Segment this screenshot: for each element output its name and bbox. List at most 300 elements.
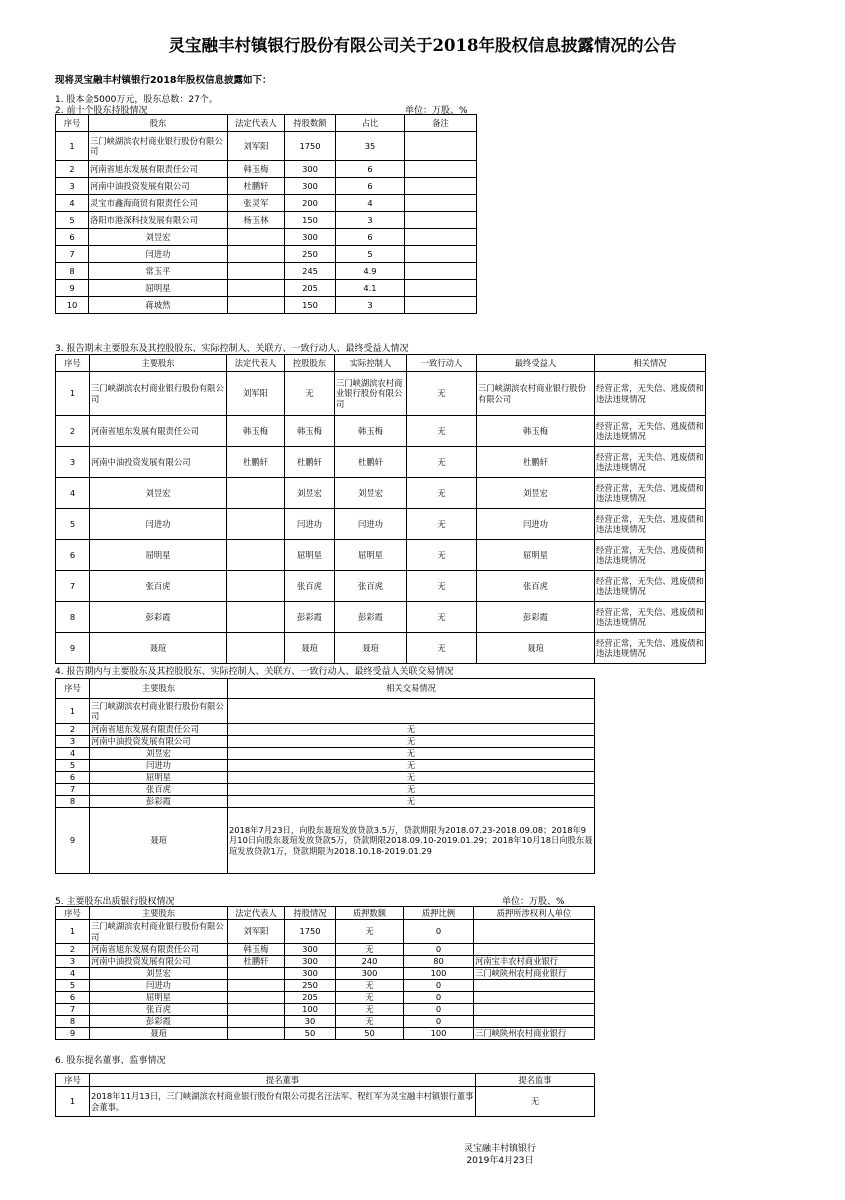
s3-cell [227,633,285,664]
s3-cell: 无 [407,478,477,509]
s3-header-cell: 实际控制人 [335,355,407,372]
s5-cell: 1 [56,920,90,944]
s3-cell: 屈明星 [477,540,595,571]
s3-cell: 刘昱宏 [335,478,407,509]
table-row [56,416,706,447]
s2-header-cell: 股东 [89,115,228,132]
s5-cell: 无 [336,1016,404,1028]
s2-cell: 蒋坡然 [89,297,228,314]
s3-cell: 1 [56,372,90,416]
s3-cell: 彭彩霞 [90,602,227,633]
s2-cell: 8 [56,263,89,280]
s3-cell: 彭彩霞 [285,602,335,633]
s3-cell [227,509,285,540]
table-row [56,478,706,509]
s5-cell: 0 [404,1004,474,1016]
s5-cell [228,992,285,1004]
s5-cell [228,1004,285,1016]
s2-cell [228,280,285,297]
s4-cell: 6 [56,772,90,784]
s4-cell: 刘昱宏 [90,748,228,760]
s5-header-cell: 主要股东 [90,907,228,920]
s3-header-cell: 序号 [56,355,90,372]
table-row [56,447,706,478]
s3-cell: 无 [407,633,477,664]
s5-cell [474,1004,595,1016]
s2-cell: 6 [336,178,405,195]
table-row [56,602,706,633]
s2-header-cell: 占比 [336,115,405,132]
s2-cell: 150 [285,297,336,314]
table-row [56,980,595,992]
s3-cell: 张百虎 [477,571,595,602]
s4-header-cell: 主要股东 [90,679,228,699]
table-row [56,808,595,874]
s3-header-cell: 最终受益人 [477,355,595,372]
s3-header-cell: 控股股东 [285,355,335,372]
s3-cell: 无 [407,372,477,416]
s3-cell: 河南中油投资发展有限公司 [90,447,227,478]
table-row [56,297,477,314]
table-row [56,571,706,602]
table-row [56,178,477,195]
s5-cell: 0 [404,992,474,1004]
table-row [56,968,595,980]
s5-cell [228,1016,285,1028]
s2-cell: 河南省旭东发展有限责任公司 [89,161,228,178]
s3-cell [227,602,285,633]
s3-cell: 彭彩霞 [477,602,595,633]
s3-cell: 刘昱宏 [285,478,335,509]
s2-cell [405,178,477,195]
s5-cell: 三门峡陕州农村商业银行 [474,1028,595,1040]
capital-summary: 1. 股本金5000万元，股东总数：27个。 [55,95,218,105]
s4-cell: 无 [228,796,595,808]
s3-cell: 张百虎 [285,571,335,602]
s5-cell: 刘军阳 [228,920,285,944]
s2-cell: 250 [285,246,336,263]
nomination-table [55,1073,595,1117]
s2-cell: 洛阳市港深科技发展有限公司 [89,212,228,229]
s5-cell: 300 [285,956,336,968]
s5-cell: 50 [285,1028,336,1040]
s5-cell: 彭彩霞 [90,1016,228,1028]
s2-cell [405,297,477,314]
table-row [56,161,477,178]
s4-header-cell: 序号 [56,679,90,699]
table-row [56,944,595,956]
s3-cell: 经营正常，无失信、逃废债和违法违规情况 [595,478,706,509]
s2-cell [405,212,477,229]
s5-cell [474,920,595,944]
table-row [56,280,477,297]
table-row [56,760,595,772]
s3-cell: 闫进功 [335,509,407,540]
table-row [56,724,595,736]
table-row [56,748,595,760]
section4-heading: 4. 报告期内与主要股东及其控股股东、实际控制人、关联方、一致行动人、最终受益人关联交易情况 [55,667,454,677]
s3-cell [227,571,285,602]
s3-cell: 无 [407,447,477,478]
s2-cell: 6 [336,161,405,178]
s3-cell: 屈明星 [285,540,335,571]
s6-cell: 无 [476,1087,595,1117]
s5-cell: 杜鹏轩 [228,956,285,968]
s5-cell: 240 [336,956,404,968]
s5-cell: 100 [285,1004,336,1016]
s2-cell: 205 [285,280,336,297]
s2-cell: 韩玉梅 [228,161,285,178]
s5-cell [228,980,285,992]
s4-cell: 2 [56,724,90,736]
s2-cell: 3 [336,212,405,229]
s3-cell [227,478,285,509]
s5-cell: 无 [336,1004,404,1016]
s3-cell: 彭彩霞 [335,602,407,633]
s2-cell [228,297,285,314]
s3-cell: 韩玉梅 [477,416,595,447]
s5-cell: 30 [285,1016,336,1028]
s5-cell [474,980,595,992]
s2-cell: 河南中油投资发展有限公司 [89,178,228,195]
s6-header-cell: 序号 [56,1074,90,1087]
table-row [56,992,595,1004]
s5-cell: 张百虎 [90,1004,228,1016]
s3-cell: 屈明星 [90,540,227,571]
s4-cell: 8 [56,796,90,808]
section3-heading: 3. 报告期末主要股东及其控股股东、实际控制人、关联方、一致行动人、最终受益人情况 [55,344,409,354]
s2-cell: 9 [56,280,89,297]
s4-cell: 无 [228,784,595,796]
s4-cell: 聂瑄 [90,808,228,874]
s5-cell [228,968,285,980]
s3-cell: 无 [407,509,477,540]
s2-cell: 4 [336,195,405,212]
s2-cell [405,280,477,297]
s5-cell: 100 [404,968,474,980]
s2-cell: 4 [56,195,89,212]
s5-cell: 无 [336,920,404,944]
s4-cell: 3 [56,736,90,748]
s3-cell: 经营正常，无失信、逃废债和违法违规情况 [595,372,706,416]
s2-cell [228,263,285,280]
s5-cell: 7 [56,1004,90,1016]
s3-cell: 4 [56,478,90,509]
s2-cell: 5 [56,212,89,229]
s2-cell: 闫进功 [89,246,228,263]
s5-cell: 50 [336,1028,404,1040]
page-title: 灵宝融丰村镇银行股份有限公司关于2018年股权信息披露情况的公告 [168,36,677,55]
s4-cell: 三门峡湖滨农村商业银行股份有限公司 [90,699,228,724]
table-row [56,1004,595,1016]
s2-cell [405,246,477,263]
s5-cell: 三门峡湖滨农村商业银行股份有限公司 [90,920,228,944]
s3-cell: 经营正常，无失信、逃废债和违法违规情况 [595,447,706,478]
s2-cell: 1750 [285,132,336,161]
s4-cell: 2018年7月23日，向股东聂瑄发放贷款3.5万，贷款期限为2018.07.23-2018.09.08；2018年9月10日向股东聂瑄发放贷款5万，贷款期限2018.09.10-2019.01.29；2018年10月18日向股东聂瑄发放贷款1万，贷款期限为2018.10.18-2019.01.29 [228,808,595,874]
s5-header-cell: 法定代表人 [228,907,285,920]
s4-cell: 无 [228,748,595,760]
s5-cell: 0 [404,1016,474,1028]
s5-header-cell: 质押所涉权利人单位 [474,907,595,920]
s2-cell: 张灵军 [228,195,285,212]
section6-heading: 6. 股东提名董事、监事情况 [55,1056,166,1066]
s5-cell: 0 [404,980,474,992]
s3-header-cell: 主要股东 [90,355,227,372]
s3-cell: 经营正常，无失信、逃废债和违法违规情况 [595,571,706,602]
s5-cell: 1750 [285,920,336,944]
s2-cell: 2 [56,161,89,178]
s2-cell: 屈明星 [89,280,228,297]
s3-cell: 闫进功 [90,509,227,540]
s5-cell: 河南中油投资发展有限公司 [90,956,228,968]
s5-cell: 河南宝丰农村商业银行 [474,956,595,968]
s5-cell: 闫进功 [90,980,228,992]
s3-cell: 聂瑄 [335,633,407,664]
s3-cell: 屈明星 [335,540,407,571]
signature-org: 灵宝融丰村镇银行 [463,1144,536,1154]
s2-cell [405,229,477,246]
s3-cell: 经营正常，无失信、逃废债和违法违规情况 [595,416,706,447]
s5-cell: 8 [56,1016,90,1028]
related-transactions-table [55,678,595,874]
s5-cell: 屈明星 [90,992,228,1004]
s3-cell: 三门峡湖滨农村商业银行股份有限公司 [477,372,595,416]
s5-header-cell: 持股情况 [285,907,336,920]
s5-cell [474,992,595,1004]
s3-cell: 3 [56,447,90,478]
s6-header-cell: 提名董事 [90,1074,476,1087]
s3-cell: 刘昱宏 [477,478,595,509]
s2-cell: 3 [56,178,89,195]
s4-cell: 无 [228,736,595,748]
s3-cell: 河南省旭东发展有限责任公司 [90,416,227,447]
s5-cell: 刘昱宏 [90,968,228,980]
s3-cell [227,540,285,571]
s3-cell: 韩玉梅 [285,416,335,447]
s5-cell: 300 [336,968,404,980]
s2-cell: 300 [285,178,336,195]
s5-cell: 4 [56,968,90,980]
s5-cell: 9 [56,1028,90,1040]
s3-cell: 聂瑄 [477,633,595,664]
s2-cell: 灵宝市鑫海商贸有限责任公司 [89,195,228,212]
s2-cell: 7 [56,246,89,263]
s2-cell [405,161,477,178]
s2-header-cell: 持股数额 [285,115,336,132]
s3-cell: 无 [407,416,477,447]
s2-header-cell: 备注 [405,115,477,132]
table-row [56,956,595,968]
s3-header-cell: 相关情况 [595,355,706,372]
pledge-table [55,906,595,1040]
table-row [56,1028,595,1040]
s4-cell: 4 [56,748,90,760]
s2-cell: 200 [285,195,336,212]
s3-cell: 无 [407,602,477,633]
s5-cell: 250 [285,980,336,992]
s2-cell: 杜鹏轩 [228,178,285,195]
table-row [56,229,477,246]
s3-cell: 张百虎 [335,571,407,602]
s2-cell: 35 [336,132,405,161]
s3-cell: 韩玉梅 [227,416,285,447]
s3-cell: 无 [407,540,477,571]
s2-cell: 常玉平 [89,263,228,280]
s2-cell: 4.1 [336,280,405,297]
section5-unit: 单位：万股、% [502,897,565,907]
s3-cell: 张百虎 [90,571,227,602]
s4-cell: 河南中油投资发展有限公司 [90,736,228,748]
top-shareholders-table [55,114,477,314]
s2-cell: 刘昱宏 [89,229,228,246]
s5-header-cell: 质押比例 [404,907,474,920]
s6-cell: 1 [56,1087,90,1117]
s5-cell: 无 [336,980,404,992]
s3-cell: 8 [56,602,90,633]
s3-cell: 三门峡湖滨农村商业银行股份有限公司 [335,372,407,416]
s2-cell: 150 [285,212,336,229]
s2-cell: 5 [336,246,405,263]
s5-cell: 聂瑄 [90,1028,228,1040]
s3-cell: 经营正常，无失信、逃废债和违法违规情况 [595,540,706,571]
s4-cell: 屈明星 [90,772,228,784]
s5-header-cell: 质押数额 [336,907,404,920]
s5-cell: 韩玉梅 [228,944,285,956]
s5-cell: 无 [336,944,404,956]
s2-cell: 10 [56,297,89,314]
s3-cell: 9 [56,633,90,664]
s5-cell: 6 [56,992,90,1004]
s2-cell: 6 [56,229,89,246]
s3-cell: 闫进功 [285,509,335,540]
s2-cell: 1 [56,132,89,161]
s3-cell: 刘昱宏 [90,478,227,509]
s5-cell: 5 [56,980,90,992]
s3-cell: 无 [285,372,335,416]
s3-cell: 5 [56,509,90,540]
s3-header-cell: 一致行动人 [407,355,477,372]
s3-cell: 杜鹏轩 [477,447,595,478]
table-row [56,633,706,664]
s3-cell: 杜鹏轩 [335,447,407,478]
s3-cell: 聂瑄 [90,633,227,664]
table-row [56,372,706,416]
table-row [56,796,595,808]
s4-cell [228,699,595,724]
signature-date: 2019年4月23日 [466,1156,534,1166]
s4-cell: 1 [56,699,90,724]
table-row [56,212,477,229]
s5-cell: 0 [404,944,474,956]
s4-cell: 无 [228,760,595,772]
s4-cell: 河南省旭东发展有限责任公司 [90,724,228,736]
s3-cell: 刘军阳 [227,372,285,416]
s5-cell: 205 [285,992,336,1004]
s3-cell: 2 [56,416,90,447]
s2-cell [405,132,477,161]
s5-cell: 100 [404,1028,474,1040]
s3-cell: 无 [407,571,477,602]
table-row [56,195,477,212]
s2-cell [228,246,285,263]
s5-cell: 三门峡陕州农村商业银行 [474,968,595,980]
table-row [56,736,595,748]
s5-cell: 0 [404,920,474,944]
s5-cell [474,944,595,956]
s2-cell: 4.9 [336,263,405,280]
s5-header-cell: 序号 [56,907,90,920]
s4-cell: 彭彩霞 [90,796,228,808]
table-row [56,509,706,540]
s2-cell: 300 [285,161,336,178]
s2-cell: 刘军阳 [228,132,285,161]
s4-cell: 无 [228,724,595,736]
s5-cell: 80 [404,956,474,968]
s2-cell: 三门峡湖滨农村商业银行股份有限公司 [89,132,228,161]
s4-cell: 7 [56,784,90,796]
table-row [56,699,595,724]
s5-cell: 3 [56,956,90,968]
s4-cell: 张百虎 [90,784,228,796]
s2-cell: 杨玉林 [228,212,285,229]
table-row [56,540,706,571]
s2-cell: 3 [336,297,405,314]
s2-header-cell: 序号 [56,115,89,132]
s3-cell: 经营正常，无失信、逃废债和违法违规情况 [595,602,706,633]
s3-cell: 7 [56,571,90,602]
s4-header-cell: 相关交易情况 [228,679,595,699]
s2-cell [228,229,285,246]
s5-cell: 300 [285,968,336,980]
s3-cell: 经营正常，无失信、逃废债和违法违规情况 [595,509,706,540]
s4-cell: 无 [228,772,595,784]
s4-cell: 闫进功 [90,760,228,772]
s3-cell: 杜鹏轩 [227,447,285,478]
s4-cell: 5 [56,760,90,772]
s3-cell: 闫进功 [477,509,595,540]
s5-cell [228,1028,285,1040]
s2-header-cell: 法定代表人 [228,115,285,132]
s3-header-cell: 法定代表人 [227,355,285,372]
section5-heading: 5. 主要股东出质银行股权情况 [55,897,175,907]
table-row [56,1087,595,1117]
s3-cell: 杜鹏轩 [285,447,335,478]
s2-cell [405,195,477,212]
table-row [56,772,595,784]
s2-cell: 6 [336,229,405,246]
table-row [56,1016,595,1028]
table-row [56,920,595,944]
intro-text: 现将灵宝融丰村镇银行2018年股权信息披露如下： [55,75,272,86]
table-row [56,784,595,796]
s4-cell: 9 [56,808,90,874]
s3-cell: 聂瑄 [285,633,335,664]
s5-cell: 无 [336,992,404,1004]
s5-cell [474,1016,595,1028]
s6-header-cell: 提名监事 [476,1074,595,1087]
section2-heading: 2. 前十个股东持股情况 [55,106,148,116]
s5-cell: 300 [285,944,336,956]
s5-cell: 2 [56,944,90,956]
s2-cell: 300 [285,229,336,246]
table-row [56,263,477,280]
table-row [56,246,477,263]
s2-cell [405,263,477,280]
s5-cell: 河南省旭东发展有限责任公司 [90,944,228,956]
major-shareholders-table [55,354,706,664]
s3-cell: 三门峡湖滨农村商业银行股份有限公司 [90,372,227,416]
